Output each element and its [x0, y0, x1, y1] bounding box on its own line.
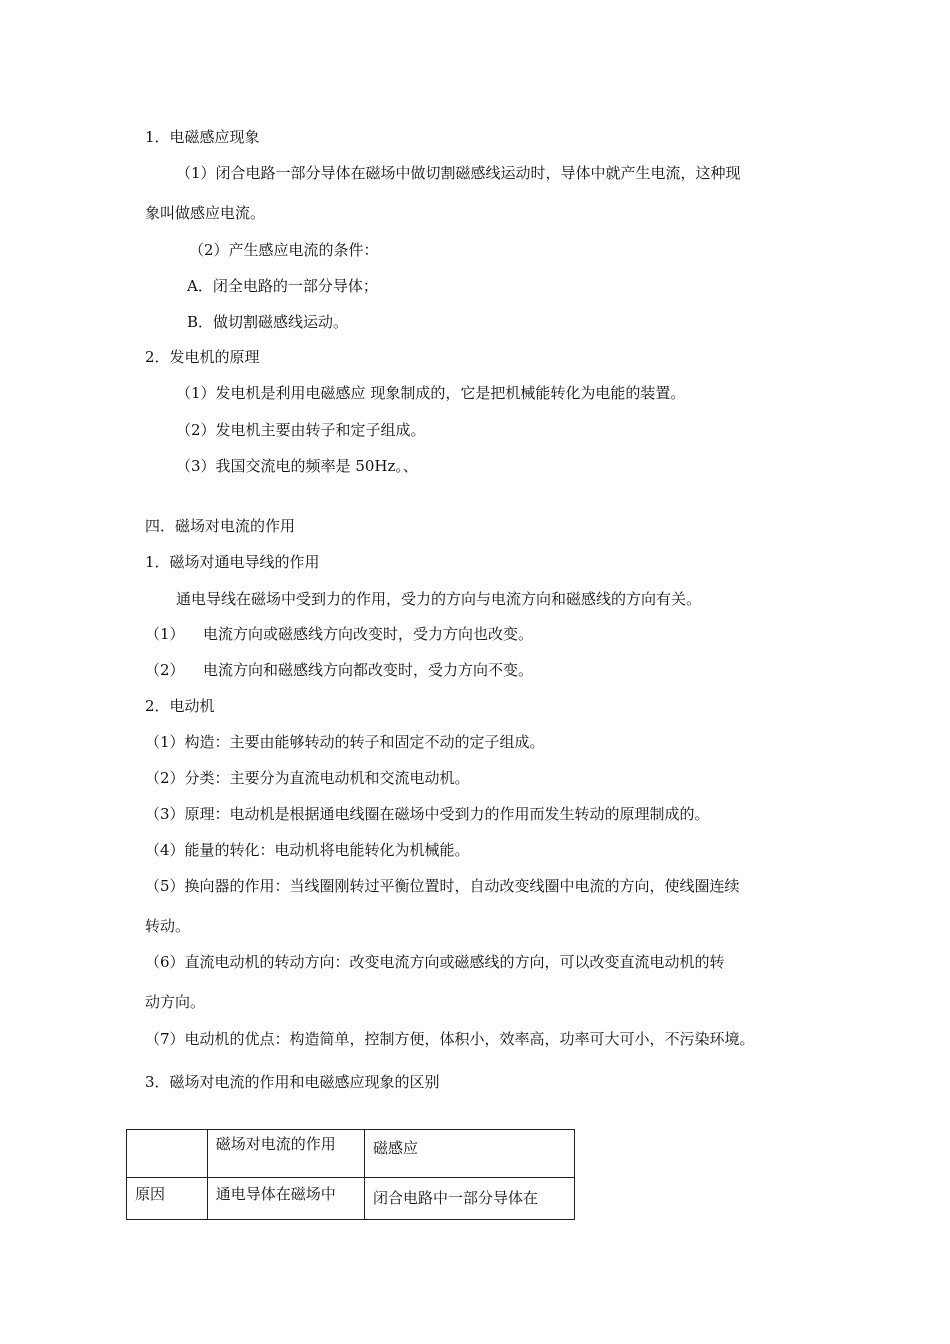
force-item-2: 电流方向和磁感线方向都改变时，受力方向不变。	[203, 661, 534, 679]
table-cell: 通电导体在磁场中	[207, 1178, 364, 1220]
table-cell: 原因	[127, 1178, 208, 1220]
table-header-cell	[127, 1130, 208, 1178]
generator-item-1: （1）发电机是利用电磁感应 现象制成的，它是把机械能转化为电能的装置。	[176, 384, 686, 402]
motor-item-6-line2: 动方向。	[145, 993, 206, 1011]
motor-item-7: （7）电动机的优点：构造简单，控制方便，体积小，效率高，功率可大可小，不污染环境。	[145, 1030, 755, 1048]
chapter-4-title: 四．磁场对电流的作用	[145, 517, 296, 535]
motor-item-4: （4）能量的转化：电动机将电能转化为机械能。	[145, 841, 470, 859]
table-header-cell: 磁场对电流的作用	[207, 1130, 364, 1178]
section-4-3-title: 3．磁场对电流的作用和电磁感应现象的区别	[145, 1073, 440, 1091]
condition-a: A．闭全电路的一部分导体；	[187, 277, 378, 295]
section-4-1-paragraph: 通电导线在磁场中受到力的作用，受力的方向与电流方向和磁感线的方向有关。	[176, 590, 702, 608]
motor-item-2: （2）分类：主要分为直流电动机和交流电动机。	[145, 769, 470, 787]
motor-item-5-line1: （5）换向器的作用：当线圈刚转过平衡位置时，自动改变线圈中电流的方向，使线圈连续	[145, 877, 740, 895]
force-item-1: 电流方向或磁感线方向改变时，受力方向也改变。	[203, 625, 534, 643]
motor-item-6-line1: （6）直流电动机的转动方向：改变电流方向或磁感线的方向，可以改变直流电动机的转	[145, 953, 725, 971]
generator-item-3: （3）我国交流电的频率是 50Hz。、	[176, 457, 418, 475]
motor-item-1: （1）构造：主要由能够转动的转子和固定不动的定子组成。	[145, 733, 545, 751]
motor-item-3: （3）原理：电动机是根据通电线圈在磁场中受到力的作用而发生转动的原理制成的。	[145, 805, 710, 823]
force-item-1-number: （1）	[145, 625, 185, 643]
section-4-1-title: 1．磁场对通电导线的作用	[145, 553, 320, 571]
condition-b: B．做切割磁感线运动。	[187, 313, 349, 331]
section-1-title: 1．电磁感应现象	[145, 128, 260, 146]
table-row	[127, 1178, 575, 1220]
comparison-table	[126, 1129, 575, 1220]
paragraph-1-1-line1: （1）闭合电路一部分导体在磁场中做切割磁感线运动时，导体中就产生电流，这种现	[176, 164, 741, 182]
paragraph-1-2: （2）产生感应电流的条件：	[189, 241, 379, 259]
force-item-2-number: （2）	[145, 661, 185, 679]
section-2-title: 2．发电机的原理	[145, 348, 260, 366]
paragraph-1-1-line2: 象叫做感应电流。	[145, 204, 266, 222]
motor-item-5-line2: 转动。	[145, 917, 191, 935]
table-cell: 闭合电路中一部分导体在	[365, 1178, 575, 1220]
generator-item-2: （2）发电机主要由转子和定子组成。	[176, 421, 426, 439]
table-header-cell: 磁感应	[365, 1130, 575, 1178]
table-header-row	[127, 1130, 575, 1178]
section-4-2-title: 2．电动机	[145, 697, 215, 715]
